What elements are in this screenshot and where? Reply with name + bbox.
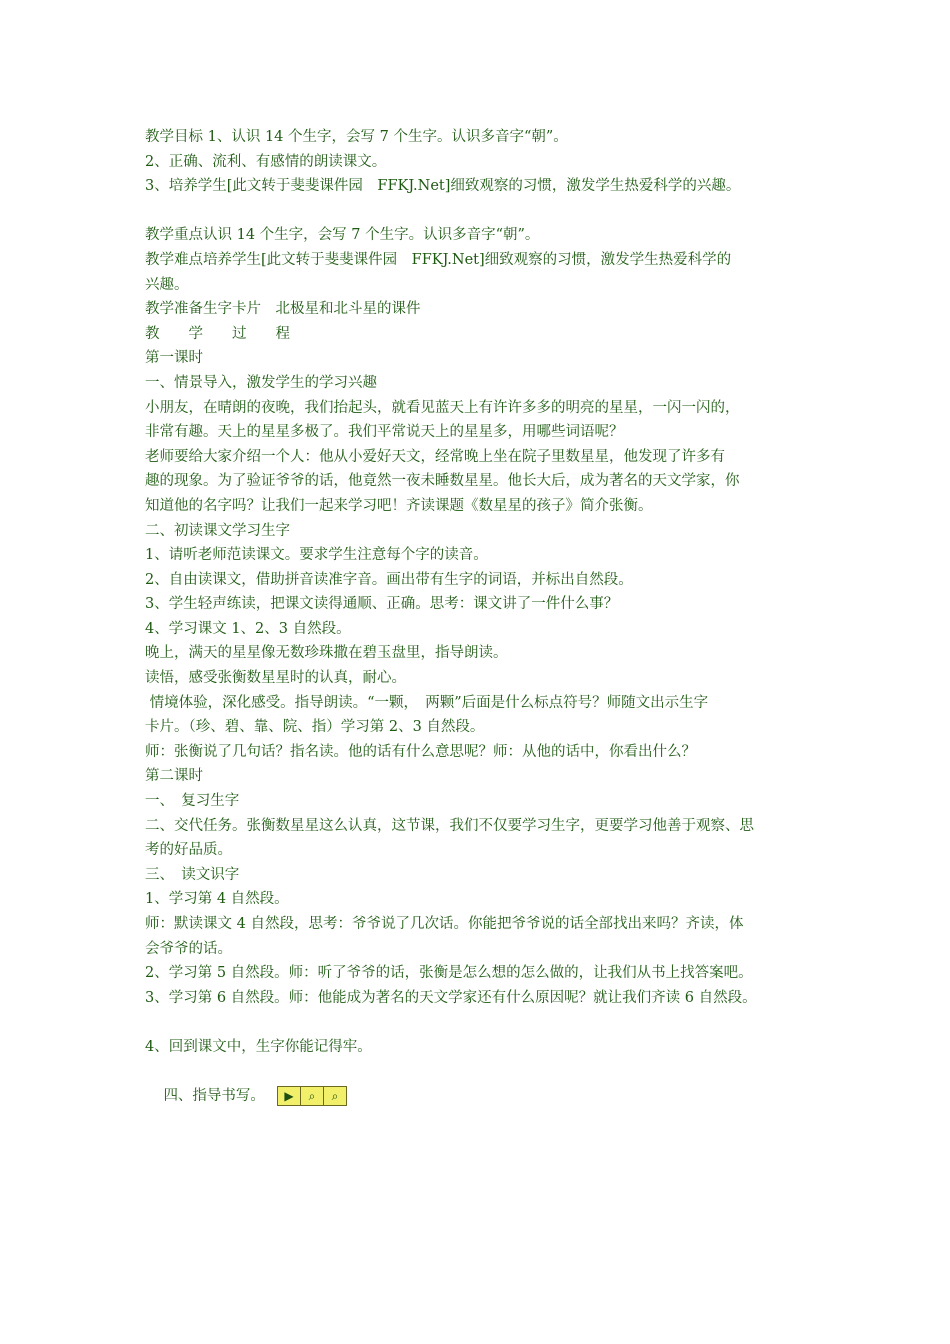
text-line: 1、学习第 4 自然段。: [145, 891, 289, 908]
text-line: 师：默读课文 4 自然段，思考：爷爷说了几次话。你能把爷爷说的话全部找出来吗？齐读，体: [145, 916, 744, 932]
text-line: 二、初读课文学习生字: [145, 522, 290, 539]
text-line: 兴趣。: [145, 276, 189, 293]
text-line: 3、学习第 6 自然段。师：他能成为著名的天文学家还有什么原因呢？就让我们齐读 6 自然段。: [145, 989, 757, 1006]
text-line: 小朋友，在晴朗的夜晚，我们抬起头，就看见蓝天上有许许多多的明亮的星星，一闪一闪的，: [145, 399, 740, 416]
text-line: 读悟，感受张衡数星星时的认真，耐心。: [145, 670, 406, 687]
text-line: 情境体验，深化感受。指导朗读。“一颗， 两颗”后面是什么标点符号？师随文出示生字: [145, 694, 709, 711]
icon-toolbar[interactable]: [277, 1086, 347, 1106]
text-line: 1、请听老师范读课文。要求学生注意每个字的读音。: [145, 547, 488, 564]
book-icon[interactable]: ▶: [278, 1087, 301, 1105]
text-line: 会爷爷的话。: [145, 940, 232, 957]
text-line: 教 学 过 程: [145, 325, 290, 342]
text-line: 三、 读文识字: [145, 866, 240, 883]
last-line-text: 四、指导书写。: [163, 1088, 265, 1105]
document-body: [145, 125, 825, 1133]
text-line: 教学目标 1、认识 14 个生字，会写 7 个生字。认识多音字“朝”。: [145, 129, 568, 145]
text-line: 卡片。（珍、碧、靠、院、指）学习第 2、3 自然段。: [145, 719, 485, 736]
text-line: 2、自由读课文，借助拼音读准字音。画出带有生字的词语，并标出自然段。: [145, 571, 633, 588]
text-line: 3、培养学生[此文转于斐斐课件园 FFKJ.Net]细致观察的习惯，激发学生热爱科学的兴趣。: [145, 178, 741, 195]
text-line: 第二课时: [145, 768, 203, 785]
text-line: 师：张衡说了几句话？指名读。他的话有什么意思呢？师：从他的话中，你看出什么？: [145, 743, 696, 760]
blank-line: [145, 199, 825, 224]
text-line: 二、交代任务。张衡数星星这么认真，这节课，我们不仅要学习生字，更要学习他善于观察、思: [145, 817, 754, 834]
text-line: 4、学习课文 1、2、3 自然段。: [145, 620, 351, 637]
text-line: 趣的现象。为了验证爷爷的话，他竟然一夜未睡数星星。他长大后，成为著名的天文学家，你: [145, 473, 740, 490]
text-line: 第一课时: [145, 350, 203, 367]
last-line: [145, 1060, 825, 1134]
text-line: 教学重点认识 14 个生字，会写 7 个生字。认识多音字“朝”。: [145, 227, 540, 244]
paperclip-icon[interactable]: ⌕: [301, 1087, 324, 1105]
text-line: 4、回到课文中，生字你能记得牢。: [145, 1038, 372, 1055]
paperclip-icon[interactable]: ⌕: [331, 1089, 339, 1104]
blank-line: [145, 1010, 825, 1035]
text-line: 2、正确、流利、有感情的朗读课文。: [145, 153, 387, 170]
text-line: 一、 复习生字: [145, 793, 240, 810]
text-line: 教学难点培养学生[此文转于斐斐课件园 FFKJ.Net]细致观察的习惯，激发学生热爱科学的: [145, 251, 732, 268]
text-line: 一、情景导入，激发学生的学习兴趣: [145, 374, 377, 391]
text-line: 知道他的名字吗？让我们一起来学习吧！齐读课题《数星星的孩子》简介张衡。: [145, 497, 653, 514]
text-line: 考的好品质。: [145, 842, 232, 859]
text-line: 老师要给大家介绍一个人：他从小爱好天文，经常晚上坐在院子里数星星，他发现了许多有: [145, 448, 725, 465]
document-lines: [145, 125, 825, 1060]
text-line: 晚上，满天的星星像无数珍珠撒在碧玉盘里，指导朗读。: [145, 645, 508, 662]
text-line: 3、学生轻声练读，把课文读得通顺、正确。思考：课文讲了一件什么事？: [145, 596, 619, 613]
text-line: 非常有趣。天上的星星多极了。我们平常说天上的星星多，用哪些词语呢？: [145, 424, 624, 441]
text-line: 教学准备生字卡片 北极星和北斗星的课件: [145, 301, 421, 318]
text-line: 2、学习第 5 自然段。师：听了爷爷的话，张衡是怎么想的怎么做的，让我们从书上找答案吧。: [145, 965, 753, 982]
